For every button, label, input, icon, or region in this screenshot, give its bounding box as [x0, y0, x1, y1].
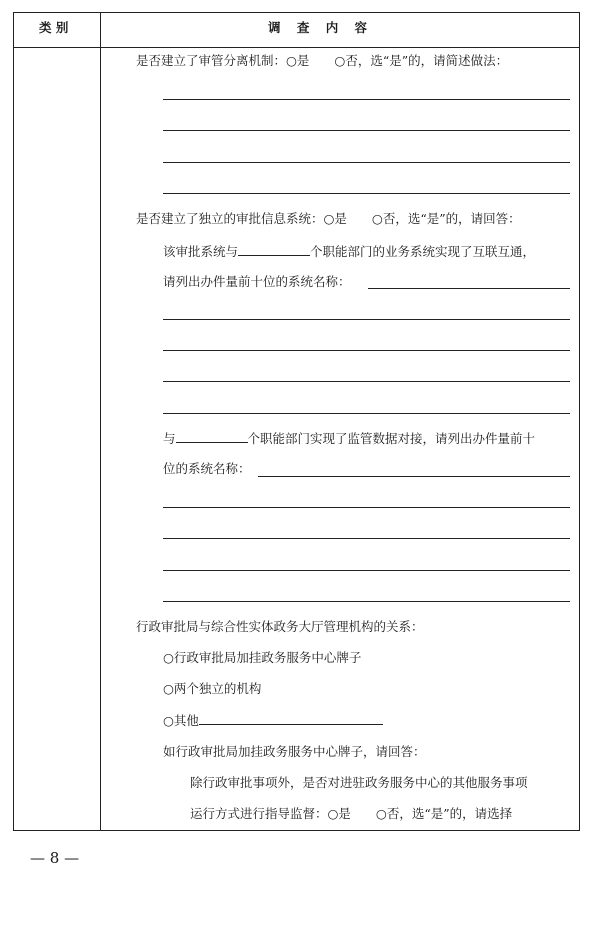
column-divider [100, 12, 101, 831]
option-other: ○其他 [163, 712, 383, 729]
sub-question-line1: 除行政审批事项外，是否对进驻政务服务中心的其他服务事项 [190, 775, 528, 790]
sub-question-line2: 运行方式进行指导监督：○是 ○否，选“是”的，请选择 [190, 806, 513, 821]
answer-line [163, 162, 570, 163]
answer-line [163, 570, 570, 571]
review-separation-question: 是否建立了审管分离机制：○是 ○否，选“是”的，请简述做法： [136, 53, 509, 68]
approval-system-question: 是否建立了独立的审批信息系统：○是 ○否，选“是”的，请回答： [136, 211, 521, 226]
blank-field [176, 430, 248, 443]
system-names-label-2: 位的系统名称： [163, 461, 251, 476]
relationship-question: 行政审批局与综合性实体政务大厅管理机构的关系： [136, 619, 424, 634]
sub-question: 如行政审批局加挂政务服务中心牌子，请回答： [163, 744, 426, 759]
survey-table [13, 12, 580, 831]
answer-line [258, 476, 570, 477]
answer-line [163, 538, 570, 539]
supervision-data-line: 与 个职能部门实现了监管数据对接，请列出办件量前十 [163, 431, 536, 446]
answer-line [163, 413, 570, 414]
blank-field [199, 712, 383, 725]
answer-line [163, 350, 570, 351]
answer-line [163, 99, 570, 100]
content-header: 调 查 内 容 [268, 20, 368, 35]
system-names-label: 请列出办件量前十位的系统名称： [163, 274, 351, 289]
answer-line [163, 601, 570, 602]
interconnect-line: 该审批系统与 个职能部门的业务系统实现了互联互通， [163, 244, 536, 259]
answer-line [163, 193, 570, 194]
page-number: — 8 — [30, 849, 80, 867]
option-independent: ○两个独立的机构 [163, 681, 262, 696]
answer-line [368, 288, 570, 289]
option-plaque: ○行政审批局加挂政务服务中心牌子 [163, 650, 362, 665]
category-header: 类 别 [39, 20, 69, 35]
answer-line [163, 130, 570, 131]
answer-line [163, 507, 570, 508]
blank-field [238, 243, 310, 256]
answer-line [163, 381, 570, 382]
answer-line [163, 319, 570, 320]
header-divider [13, 47, 580, 48]
